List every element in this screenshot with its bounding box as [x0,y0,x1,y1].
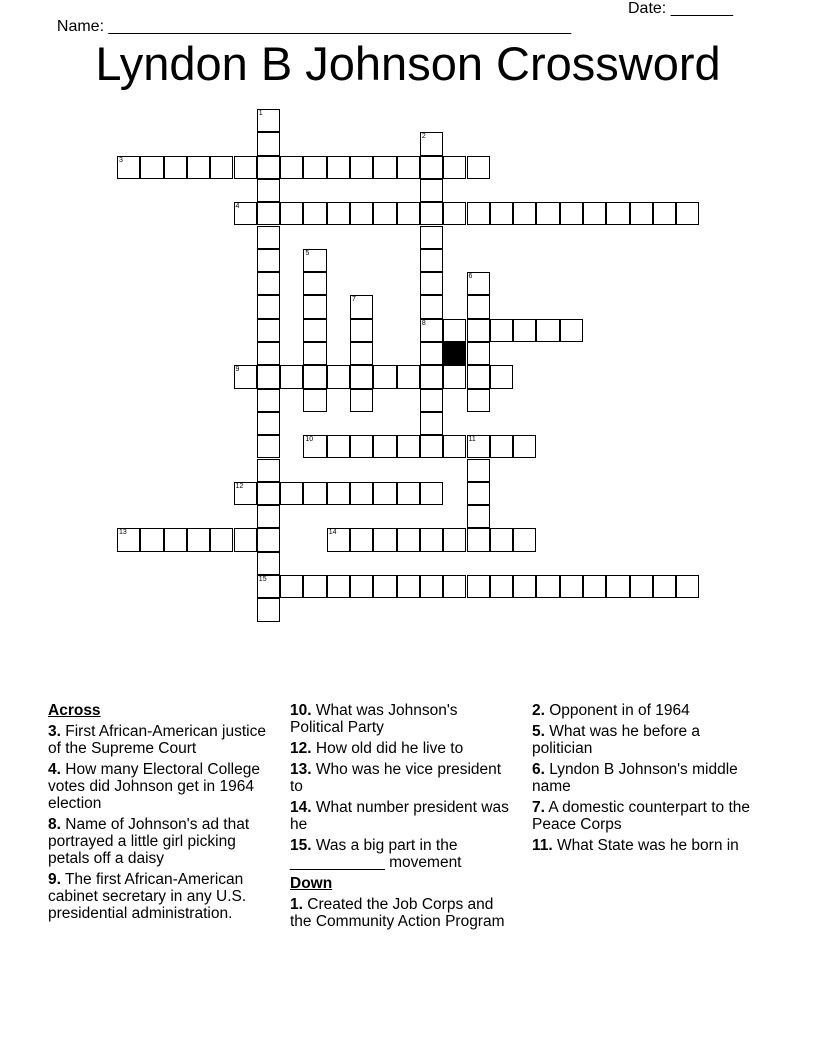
grid-cell[interactable] [234,365,257,388]
clue-number: 6 [468,273,473,281]
grid-cell[interactable] [327,528,350,551]
grid-cell[interactable] [420,156,443,179]
grid-cell[interactable] [630,575,653,598]
grid-cell[interactable] [490,575,513,598]
grid-cell[interactable] [280,365,303,388]
grid-cell[interactable] [443,156,466,179]
grid-cell[interactable] [303,319,326,342]
grid-cell[interactable] [327,156,350,179]
grid-cell[interactable] [443,319,466,342]
grid-cell[interactable] [350,528,373,551]
grid-cell[interactable] [350,319,373,342]
clue-across-8: 8. Name of Johnson's ad that portrayed a little girl picking petals off a daisy [48,816,250,867]
grid-cell[interactable] [257,342,280,365]
grid-cell[interactable] [676,202,699,225]
grid-cell[interactable] [467,365,490,388]
grid-cell[interactable] [420,528,443,551]
grid-cell[interactable] [420,179,443,202]
grid-cell[interactable] [443,528,466,551]
grid-cell[interactable] [187,528,210,551]
black-square [443,342,466,365]
grid-cell[interactable] [420,365,443,388]
clue-number: 9 [235,366,240,374]
grid-cell[interactable] [560,202,583,225]
grid-cell[interactable] [257,132,280,155]
grid-cell[interactable] [536,319,559,342]
grid-cell[interactable] [257,109,280,132]
clue-number: 7 [352,296,356,304]
grid-cell[interactable] [420,132,443,155]
grid-cell[interactable] [606,575,629,598]
clue-number: 11 [468,436,476,444]
grid-cell[interactable] [467,482,490,505]
grid-cell[interactable] [443,365,466,388]
clue-number: 12 [235,482,244,490]
grid-cell[interactable] [536,575,559,598]
grid-cell[interactable] [467,295,490,318]
grid-cell[interactable] [467,202,490,225]
grid-cell[interactable] [327,365,350,388]
grid-cell[interactable] [420,249,443,272]
grid-cell[interactable] [327,575,350,598]
clue-number: 15 [258,576,267,583]
grid-cell[interactable] [397,435,420,458]
grid-cell[interactable] [467,435,490,458]
grid-cell[interactable] [303,435,326,458]
grid-cell[interactable] [350,295,373,318]
grid-cell[interactable] [257,598,280,621]
grid-cell[interactable] [234,202,257,225]
grid-cell[interactable] [443,435,466,458]
grid-cell[interactable] [373,528,396,551]
across-heading: Across [48,702,101,719]
grid-cell[interactable] [303,156,326,179]
grid-cell[interactable] [373,435,396,458]
grid-cell[interactable] [350,435,373,458]
grid-cell[interactable] [606,202,629,225]
clue-number: 3 [119,156,123,164]
grid-cell[interactable] [257,528,280,551]
grid-cell[interactable] [397,156,420,179]
clue-column-3 [532,702,754,858]
grid-cell[interactable] [513,202,536,225]
grid-cell[interactable] [350,342,373,365]
grid-cell[interactable] [257,505,280,528]
grid-cell[interactable] [676,575,699,598]
grid-cell[interactable] [257,295,280,318]
down-heading: Down [290,875,333,892]
page-title: Lyndon B Johnson Crossword [95,37,721,90]
grid-cell[interactable] [257,552,280,575]
grid-cell[interactable] [257,226,280,249]
grid-cell[interactable] [373,575,396,598]
clue-across-9: 9. The first African-American cabinet secretary in any U.S. presidential administration. [48,871,247,922]
grid-cell[interactable] [210,156,233,179]
grid-cell[interactable] [280,202,303,225]
grid-cell[interactable] [210,528,233,551]
grid-cell[interactable] [373,365,396,388]
grid-cell[interactable] [164,528,187,551]
clue-across-12: 12. How old did he live to [290,740,464,757]
clue-down-2: 2. Opponent in of 1964 [532,702,690,719]
grid-cell[interactable] [536,202,559,225]
grid-cell[interactable] [560,575,583,598]
grid-cell[interactable] [420,202,443,225]
grid-cell[interactable] [490,319,513,342]
grid-cell[interactable] [373,202,396,225]
clue-number: 10 [305,436,314,444]
grid-cell[interactable] [257,272,280,295]
grid-cell[interactable] [303,482,326,505]
grid-cell[interactable] [397,482,420,505]
grid-cell[interactable] [420,226,443,249]
grid-cell[interactable] [257,249,280,272]
grid-cell[interactable] [257,202,280,225]
clue-down-6: 6. Lyndon B Johnson's middle name [532,761,738,795]
grid-cell[interactable] [303,365,326,388]
grid-cell[interactable] [303,272,326,295]
grid-cell[interactable] [443,575,466,598]
grid-cell[interactable] [280,482,303,505]
grid-cell[interactable] [303,249,326,272]
grid-cell[interactable] [420,272,443,295]
grid-cell[interactable] [560,319,583,342]
grid-cell[interactable] [630,202,653,225]
grid-cell[interactable] [164,156,187,179]
grid-cell[interactable] [490,435,513,458]
grid-cell[interactable] [234,156,257,179]
grid-cell[interactable] [303,295,326,318]
grid-cell[interactable] [467,459,490,482]
grid-cell[interactable] [467,389,490,412]
clue-down-7: 7. A domestic counterpart to the Peace Corps [532,799,751,833]
grid-cell[interactable] [350,365,373,388]
grid-cell[interactable] [350,202,373,225]
grid-cell[interactable] [583,202,606,225]
grid-cell[interactable] [303,202,326,225]
date-field[interactable]: Date: _______ [628,0,733,17]
clue-across-4: 4. How many Electoral College votes did Johnson get in 1964 election [48,761,260,812]
grid-cell[interactable] [420,435,443,458]
grid-cell[interactable] [490,528,513,551]
grid-cell[interactable] [420,412,443,435]
grid-cell[interactable] [373,156,396,179]
grid-cell[interactable] [303,389,326,412]
grid-cell[interactable] [257,435,280,458]
grid-cell[interactable] [117,528,140,551]
grid-cell[interactable] [397,202,420,225]
grid-cell[interactable] [257,179,280,202]
grid-cell[interactable] [513,528,536,551]
grid-cell[interactable] [327,435,350,458]
grid-cell[interactable] [257,412,280,435]
grid-cell[interactable] [280,156,303,179]
grid-cell[interactable] [420,575,443,598]
grid-cell[interactable] [420,389,443,412]
grid-cell[interactable] [257,365,280,388]
clue-number: 13 [119,529,127,537]
grid-cell[interactable] [140,156,163,179]
grid-cell[interactable] [420,342,443,365]
clue-column-1 [48,702,276,926]
grid-cell[interactable] [467,575,490,598]
grid-cell[interactable] [467,319,490,342]
grid-cell[interactable] [373,482,396,505]
clue-number: 1 [258,110,263,117]
grid-cell[interactable] [467,156,490,179]
grid-cell[interactable] [420,319,443,342]
grid-cell[interactable] [583,575,606,598]
clue-number: 2 [421,133,426,141]
grid-cell[interactable] [467,505,490,528]
grid-cell[interactable] [257,575,280,598]
clue-across-14: 14. What number president was he [290,799,509,833]
grid-cell[interactable] [467,272,490,295]
grid-cell[interactable] [420,482,443,505]
clue-across-13: 13. Who was he vice president to [290,761,502,795]
grid-cell[interactable] [467,528,490,551]
grid-cell[interactable] [117,156,140,179]
grid-cell[interactable] [257,156,280,179]
clue-down-5: 5. What was he before a politician [532,723,701,757]
grid-cell[interactable] [490,202,513,225]
grid-cell[interactable] [397,365,420,388]
clue-column-2 [290,702,512,934]
grid-cell[interactable] [350,482,373,505]
grid-cell[interactable] [257,482,280,505]
grid-cell[interactable] [513,575,536,598]
grid-cell[interactable] [234,528,257,551]
grid-cell[interactable] [397,575,420,598]
grid-cell[interactable] [257,389,280,412]
clue-number: 4 [235,203,240,211]
grid-cell[interactable] [513,319,536,342]
grid-cell[interactable] [327,202,350,225]
clue-across-10: 10. What was Johnson's Political Party [290,702,458,736]
grid-cell[interactable] [653,202,676,225]
grid-cell[interactable] [327,482,350,505]
clue-number: 8 [421,319,426,327]
clue-across-3: 3. First African-American justice of the Supreme Court [48,723,266,757]
grid-cell[interactable] [350,389,373,412]
grid-cell[interactable] [234,482,257,505]
grid-cell[interactable] [467,342,490,365]
clue-number: 5 [305,249,310,257]
name-field[interactable]: Name: ____________________________________________________ [56,18,572,35]
grid-cell[interactable] [513,435,536,458]
grid-cell[interactable] [490,365,513,388]
grid-cell[interactable] [257,319,280,342]
grid-cell[interactable] [280,575,303,598]
grid-cell[interactable] [397,528,420,551]
grid-cell[interactable] [187,156,210,179]
grid-cell[interactable] [350,156,373,179]
clue-down-11: 11. What State was he born in [532,837,739,854]
clue-number: 14 [328,529,337,537]
grid-cell[interactable] [140,528,163,551]
grid-cell[interactable] [303,342,326,365]
grid-cell[interactable] [303,575,326,598]
grid-cell[interactable] [653,575,676,598]
clue-down-1: 1. Created the Job Corps and the Community Action Program [290,896,505,930]
clue-across-15: 15. Was a big part in the ___________ movement [290,837,462,871]
grid-cell[interactable] [350,575,373,598]
grid-cell[interactable] [257,459,280,482]
grid-cell[interactable] [420,295,443,318]
grid-cell[interactable] [443,202,466,225]
